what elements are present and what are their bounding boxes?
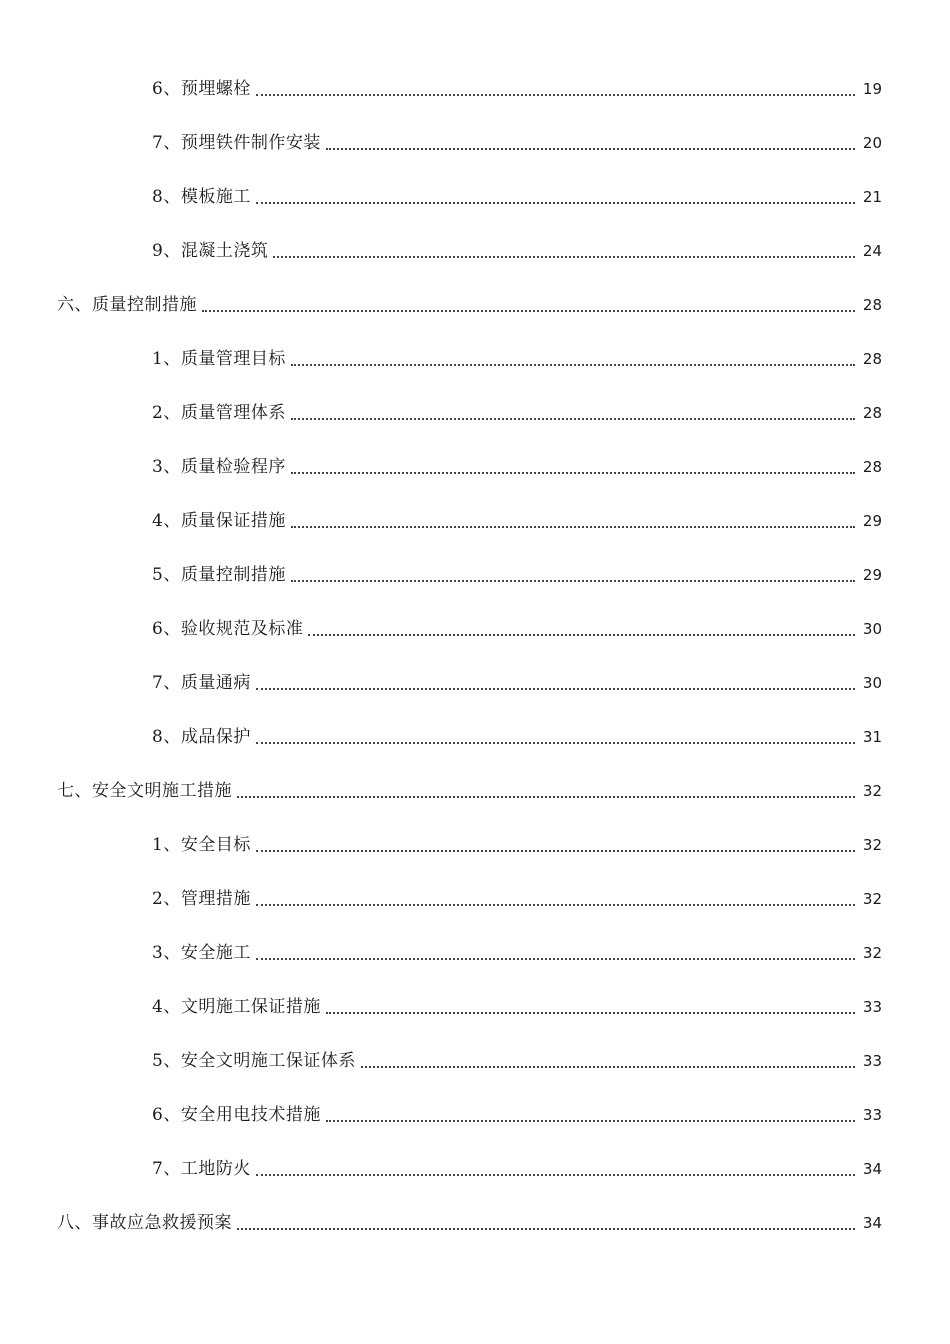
toc-section-entry[interactable] bbox=[0, 818, 950, 872]
toc-section-entry[interactable] bbox=[0, 656, 950, 710]
table-of-contents bbox=[0, 62, 950, 1250]
toc-entry-page-number: 28 bbox=[862, 404, 882, 422]
dot-leader bbox=[202, 310, 855, 312]
dot-leader bbox=[256, 202, 855, 204]
dot-leader bbox=[291, 526, 855, 528]
toc-entry-page-number: 32 bbox=[862, 890, 882, 908]
toc-entry-title: 9、混凝土浇筑 bbox=[152, 241, 269, 261]
toc-entry-title: 八、事故应急救援预案 bbox=[57, 1213, 232, 1233]
dot-leader bbox=[256, 958, 855, 960]
toc-entry-page-number: 31 bbox=[862, 728, 882, 746]
dot-leader bbox=[256, 904, 855, 906]
toc-entry-page-number: 19 bbox=[862, 80, 882, 98]
toc-entry-page-number: 28 bbox=[862, 458, 882, 476]
toc-section-entry[interactable] bbox=[0, 494, 950, 548]
toc-section-entry[interactable] bbox=[0, 332, 950, 386]
toc-entry-page-number: 29 bbox=[862, 566, 882, 584]
toc-chapter-entry[interactable] bbox=[0, 1196, 950, 1250]
toc-entry-page-number: 30 bbox=[862, 620, 882, 638]
toc-entry-page-number: 34 bbox=[862, 1160, 882, 1178]
toc-section-entry[interactable] bbox=[0, 548, 950, 602]
toc-entry-title: 六、质量控制措施 bbox=[57, 295, 197, 315]
toc-entry-title: 2、质量管理体系 bbox=[152, 403, 286, 423]
toc-entry-page-number: 30 bbox=[862, 674, 882, 692]
toc-entry-page-number: 32 bbox=[862, 782, 882, 800]
toc-entry-title: 8、模板施工 bbox=[152, 187, 251, 207]
dot-leader bbox=[291, 472, 855, 474]
toc-entry-title: 1、质量管理目标 bbox=[152, 349, 286, 369]
toc-entry-title: 6、预埋螺栓 bbox=[152, 79, 251, 99]
toc-entry-title: 6、验收规范及标准 bbox=[152, 619, 304, 639]
toc-entry-page-number: 33 bbox=[862, 1106, 882, 1124]
toc-section-entry[interactable] bbox=[0, 980, 950, 1034]
toc-entry-title: 5、安全文明施工保证体系 bbox=[152, 1051, 356, 1071]
toc-section-entry[interactable] bbox=[0, 602, 950, 656]
toc-section-entry[interactable] bbox=[0, 1142, 950, 1196]
toc-entry-page-number: 21 bbox=[862, 188, 882, 206]
dot-leader bbox=[291, 418, 855, 420]
dot-leader bbox=[273, 256, 855, 258]
toc-entry-title: 3、安全施工 bbox=[152, 943, 251, 963]
toc-entry-title: 8、成品保护 bbox=[152, 727, 251, 747]
toc-entry-title: 6、安全用电技术措施 bbox=[152, 1105, 321, 1125]
toc-entry-page-number: 28 bbox=[862, 350, 882, 368]
dot-leader bbox=[291, 364, 855, 366]
toc-entry-page-number: 33 bbox=[862, 1052, 882, 1070]
toc-entry-title: 3、质量检验程序 bbox=[152, 457, 286, 477]
toc-entry-page-number: 33 bbox=[862, 998, 882, 1016]
dot-leader bbox=[256, 1174, 855, 1176]
toc-entry-title: 7、质量通病 bbox=[152, 673, 251, 693]
toc-entry-title: 1、安全目标 bbox=[152, 835, 251, 855]
toc-chapter-entry[interactable] bbox=[0, 764, 950, 818]
toc-chapter-entry[interactable] bbox=[0, 278, 950, 332]
dot-leader bbox=[256, 688, 855, 690]
toc-entry-title: 4、文明施工保证措施 bbox=[152, 997, 321, 1017]
toc-entry-page-number: 24 bbox=[862, 242, 882, 260]
toc-section-entry[interactable] bbox=[0, 1088, 950, 1142]
toc-entry-page-number: 29 bbox=[862, 512, 882, 530]
toc-entry-title: 5、质量控制措施 bbox=[152, 565, 286, 585]
dot-leader bbox=[326, 148, 855, 150]
dot-leader bbox=[361, 1066, 855, 1068]
dot-leader bbox=[326, 1012, 855, 1014]
toc-section-entry[interactable] bbox=[0, 62, 950, 116]
toc-entry-page-number: 28 bbox=[862, 296, 882, 314]
dot-leader bbox=[256, 850, 855, 852]
toc-section-entry[interactable] bbox=[0, 710, 950, 764]
dot-leader bbox=[237, 796, 855, 798]
toc-section-entry[interactable] bbox=[0, 440, 950, 494]
dot-leader bbox=[291, 580, 855, 582]
toc-section-entry[interactable] bbox=[0, 224, 950, 278]
toc-section-entry[interactable] bbox=[0, 116, 950, 170]
dot-leader bbox=[256, 94, 855, 96]
toc-section-entry[interactable] bbox=[0, 926, 950, 980]
dot-leader bbox=[256, 742, 855, 744]
toc-entry-page-number: 32 bbox=[862, 944, 882, 962]
toc-entry-title: 七、安全文明施工措施 bbox=[57, 781, 232, 801]
dot-leader bbox=[237, 1228, 855, 1230]
dot-leader bbox=[326, 1120, 855, 1122]
toc-entry-page-number: 32 bbox=[862, 836, 882, 854]
toc-entry-title: 2、管理措施 bbox=[152, 889, 251, 909]
toc-section-entry[interactable] bbox=[0, 386, 950, 440]
toc-section-entry[interactable] bbox=[0, 872, 950, 926]
toc-entry-title: 7、工地防火 bbox=[152, 1159, 251, 1179]
toc-section-entry[interactable] bbox=[0, 1034, 950, 1088]
toc-entry-title: 4、质量保证措施 bbox=[152, 511, 286, 531]
toc-entry-page-number: 34 bbox=[862, 1214, 882, 1232]
dot-leader bbox=[308, 634, 855, 636]
toc-entry-title: 7、预埋铁件制作安装 bbox=[152, 133, 321, 153]
toc-entry-page-number: 20 bbox=[862, 134, 882, 152]
toc-section-entry[interactable] bbox=[0, 170, 950, 224]
